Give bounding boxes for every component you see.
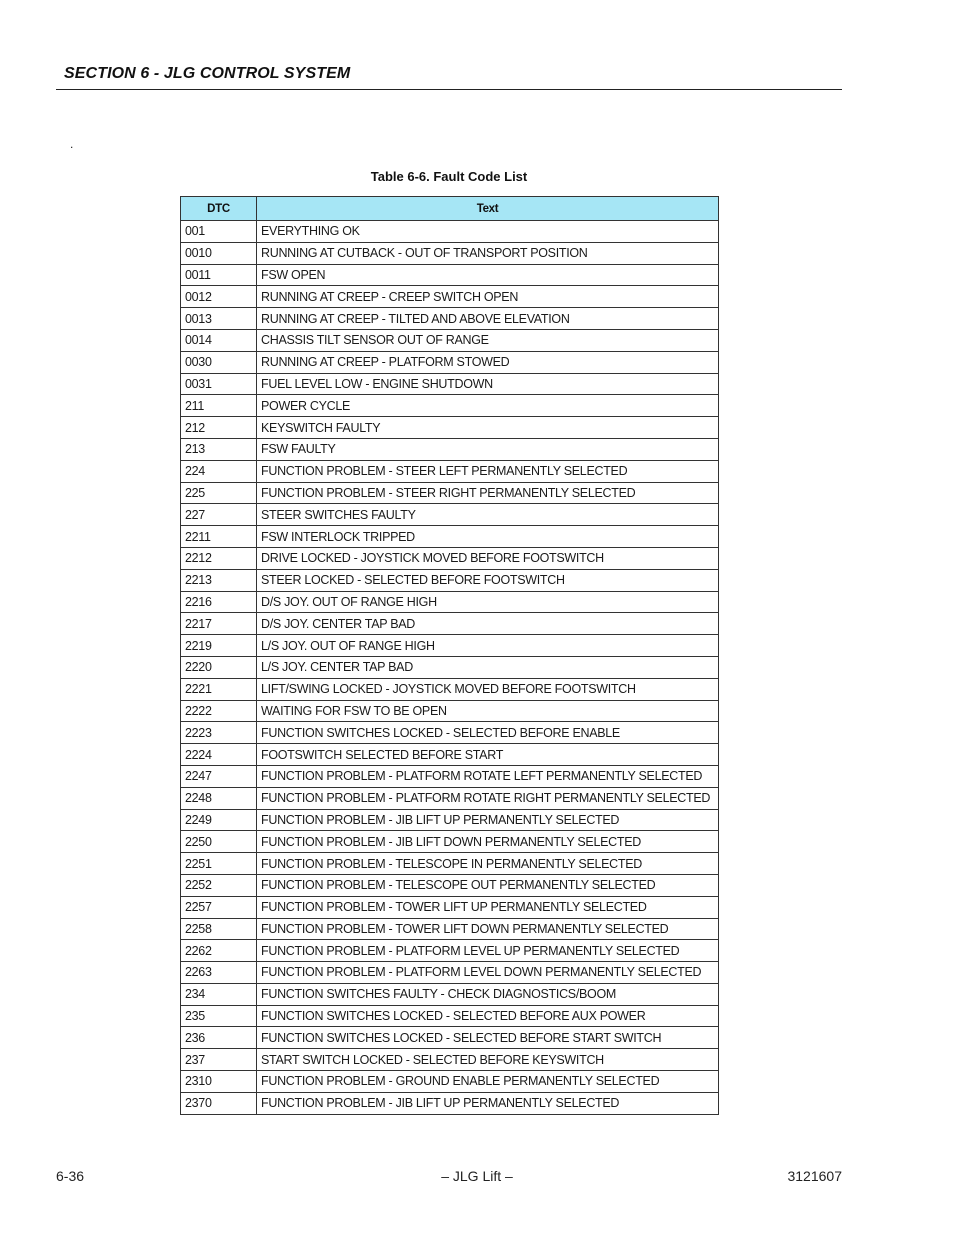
- dtc-cell: 001: [181, 221, 257, 243]
- dtc-cell: 0014: [181, 329, 257, 351]
- fault-text-cell: FUNCTION PROBLEM - PLATFORM LEVEL UP PERMANENTLY SELECTED: [257, 940, 719, 962]
- table-row: [181, 1005, 719, 1027]
- fault-text-cell: LIFT/SWING LOCKED - JOYSTICK MOVED BEFORE FOOTSWITCH: [257, 678, 719, 700]
- fault-text-cell: STEER SWITCHES FAULTY: [257, 504, 719, 526]
- dtc-cell: 237: [181, 1049, 257, 1071]
- dtc-cell: 2223: [181, 722, 257, 744]
- table-row: [181, 264, 719, 286]
- fault-text-cell: RUNNING AT CREEP - PLATFORM STOWED: [257, 351, 719, 373]
- table-row: [181, 569, 719, 591]
- table-row: [181, 722, 719, 744]
- fault-text-cell: FUEL LEVEL LOW - ENGINE SHUTDOWN: [257, 373, 719, 395]
- fault-text-cell: FUNCTION SWITCHES FAULTY - CHECK DIAGNOSTICS/BOOM: [257, 983, 719, 1005]
- table-row: [181, 242, 719, 264]
- fault-text-cell: FUNCTION PROBLEM - TELESCOPE OUT PERMANENTLY SELECTED: [257, 874, 719, 896]
- dtc-cell: 2217: [181, 613, 257, 635]
- dtc-cell: 235: [181, 1005, 257, 1027]
- table-row: [181, 853, 719, 875]
- dtc-cell: 2219: [181, 635, 257, 657]
- dtc-cell: 2249: [181, 809, 257, 831]
- dtc-cell: 2258: [181, 918, 257, 940]
- dtc-cell: 0030: [181, 351, 257, 373]
- fault-text-cell: DRIVE LOCKED - JOYSTICK MOVED BEFORE FOOTSWITCH: [257, 547, 719, 569]
- fault-text-cell: L/S JOY. OUT OF RANGE HIGH: [257, 635, 719, 657]
- dtc-cell: 2220: [181, 656, 257, 678]
- dtc-cell: 211: [181, 395, 257, 417]
- table-row: [181, 874, 719, 896]
- table-row: [181, 1071, 719, 1093]
- fault-text-cell: D/S JOY. OUT OF RANGE HIGH: [257, 591, 719, 613]
- dtc-cell: 0012: [181, 286, 257, 308]
- table-row: [181, 395, 719, 417]
- fault-text-cell: FUNCTION PROBLEM - STEER LEFT PERMANENTLY SELECTED: [257, 460, 719, 482]
- table-row: [181, 308, 719, 330]
- dtc-cell: 2251: [181, 853, 257, 875]
- table-row: [181, 526, 719, 548]
- table-row: [181, 787, 719, 809]
- section-title: SECTION 6 - JLG CONTROL SYSTEM: [64, 65, 351, 82]
- dtc-cell: 0010: [181, 242, 257, 264]
- table-row: [181, 438, 719, 460]
- dtc-cell: 2257: [181, 896, 257, 918]
- table-row: [181, 918, 719, 940]
- dtc-cell: 2247: [181, 765, 257, 787]
- fault-text-cell: RUNNING AT CREEP - CREEP SWITCH OPEN: [257, 286, 719, 308]
- fault-text-cell: FUNCTION PROBLEM - PLATFORM ROTATE LEFT PERMANENTLY SELECTED: [257, 765, 719, 787]
- fault-code-rows: [181, 221, 719, 1115]
- table-row: [181, 547, 719, 569]
- fault-text-cell: FSW FAULTY: [257, 438, 719, 460]
- table-row: [181, 1049, 719, 1071]
- fault-code-table: [180, 196, 719, 1115]
- fault-text-cell: D/S JOY. CENTER TAP BAD: [257, 613, 719, 635]
- dtc-cell: 2212: [181, 547, 257, 569]
- dtc-cell: 0013: [181, 308, 257, 330]
- table-row: [181, 831, 719, 853]
- fault-text-cell: FUNCTION PROBLEM - JIB LIFT UP PERMANENTLY SELECTED: [257, 809, 719, 831]
- table-row: [181, 656, 719, 678]
- fault-text-cell: WAITING FOR FSW TO BE OPEN: [257, 700, 719, 722]
- fault-text-cell: FUNCTION SWITCHES LOCKED - SELECTED BEFORE ENABLE: [257, 722, 719, 744]
- table-header-row: [181, 197, 719, 221]
- table-row: [181, 1092, 719, 1114]
- dtc-cell: 2222: [181, 700, 257, 722]
- fault-text-cell: FSW OPEN: [257, 264, 719, 286]
- document-number: 3121607: [787, 1168, 842, 1184]
- header-divider: [56, 89, 842, 90]
- fault-text-cell: EVERYTHING OK: [257, 221, 719, 243]
- stray-mark: .: [70, 137, 74, 151]
- dtc-cell: 2263: [181, 962, 257, 984]
- fault-text-cell: FUNCTION PROBLEM - JIB LIFT DOWN PERMANENTLY SELECTED: [257, 831, 719, 853]
- table-caption: Table 6-6. Fault Code List: [370, 169, 528, 184]
- dtc-cell: 2224: [181, 744, 257, 766]
- fault-text-cell: FUNCTION SWITCHES LOCKED - SELECTED BEFORE AUX POWER: [257, 1005, 719, 1027]
- dtc-cell: 2211: [181, 526, 257, 548]
- fault-text-cell: CHASSIS TILT SENSOR OUT OF RANGE: [257, 329, 719, 351]
- table-row: [181, 1027, 719, 1049]
- fault-text-cell: FUNCTION PROBLEM - TOWER LIFT UP PERMANENTLY SELECTED: [257, 896, 719, 918]
- dtc-cell: 2310: [181, 1071, 257, 1093]
- fault-text-cell: STEER LOCKED - SELECTED BEFORE FOOTSWITCH: [257, 569, 719, 591]
- table-row: [181, 373, 719, 395]
- dtc-cell: 2213: [181, 569, 257, 591]
- fault-text-cell: FSW INTERLOCK TRIPPED: [257, 526, 719, 548]
- table-row: [181, 635, 719, 657]
- table-row: [181, 962, 719, 984]
- table-row: [181, 221, 719, 243]
- column-header-dtc: DTC: [181, 197, 257, 221]
- column-header-text: Text: [257, 197, 719, 221]
- dtc-cell: 234: [181, 983, 257, 1005]
- table-row: [181, 613, 719, 635]
- dtc-cell: 227: [181, 504, 257, 526]
- dtc-cell: 213: [181, 438, 257, 460]
- dtc-cell: 0031: [181, 373, 257, 395]
- dtc-cell: 2250: [181, 831, 257, 853]
- fault-text-cell: FUNCTION PROBLEM - PLATFORM ROTATE RIGHT PERMANENTLY SELECTED: [257, 787, 719, 809]
- dtc-cell: 225: [181, 482, 257, 504]
- fault-text-cell: FUNCTION PROBLEM - STEER RIGHT PERMANENTLY SELECTED: [257, 482, 719, 504]
- fault-text-cell: KEYSWITCH FAULTY: [257, 417, 719, 439]
- dtc-cell: 2262: [181, 940, 257, 962]
- dtc-cell: 2248: [181, 787, 257, 809]
- fault-text-cell: FUNCTION PROBLEM - JIB LIFT UP PERMANENTLY SELECTED: [257, 1092, 719, 1114]
- fault-text-cell: FUNCTION PROBLEM - TOWER LIFT DOWN PERMANENTLY SELECTED: [257, 918, 719, 940]
- table-row: [181, 482, 719, 504]
- footer-brand: – JLG Lift –: [441, 1168, 513, 1184]
- dtc-cell: 2221: [181, 678, 257, 700]
- dtc-cell: 2216: [181, 591, 257, 613]
- table-row: [181, 765, 719, 787]
- table-row: [181, 940, 719, 962]
- fault-text-cell: FUNCTION SWITCHES LOCKED - SELECTED BEFORE START SWITCH: [257, 1027, 719, 1049]
- fault-text-cell: FUNCTION PROBLEM - TELESCOPE IN PERMANENTLY SELECTED: [257, 853, 719, 875]
- table-row: [181, 591, 719, 613]
- table-row: [181, 504, 719, 526]
- table-row: [181, 700, 719, 722]
- fault-text-cell: L/S JOY. CENTER TAP BAD: [257, 656, 719, 678]
- table-row: [181, 983, 719, 1005]
- dtc-cell: 2370: [181, 1092, 257, 1114]
- dtc-cell: 236: [181, 1027, 257, 1049]
- table-row: [181, 286, 719, 308]
- table-row: [181, 809, 719, 831]
- dtc-cell: 2252: [181, 874, 257, 896]
- fault-text-cell: FOOTSWITCH SELECTED BEFORE START: [257, 744, 719, 766]
- table-row: [181, 744, 719, 766]
- table-row: [181, 896, 719, 918]
- fault-text-cell: RUNNING AT CUTBACK - OUT OF TRANSPORT POSITION: [257, 242, 719, 264]
- table-row: [181, 351, 719, 373]
- table-row: [181, 329, 719, 351]
- table-row: [181, 678, 719, 700]
- fault-text-cell: START SWITCH LOCKED - SELECTED BEFORE KEYSWITCH: [257, 1049, 719, 1071]
- fault-text-cell: FUNCTION PROBLEM - PLATFORM LEVEL DOWN PERMANENTLY SELECTED: [257, 962, 719, 984]
- fault-text-cell: FUNCTION PROBLEM - GROUND ENABLE PERMANENTLY SELECTED: [257, 1071, 719, 1093]
- table-row: [181, 460, 719, 482]
- table-row: [181, 417, 719, 439]
- dtc-cell: 0011: [181, 264, 257, 286]
- fault-text-cell: POWER CYCLE: [257, 395, 719, 417]
- fault-text-cell: RUNNING AT CREEP - TILTED AND ABOVE ELEVATION: [257, 308, 719, 330]
- dtc-cell: 224: [181, 460, 257, 482]
- page-number: 6-36: [56, 1168, 85, 1184]
- dtc-cell: 212: [181, 417, 257, 439]
